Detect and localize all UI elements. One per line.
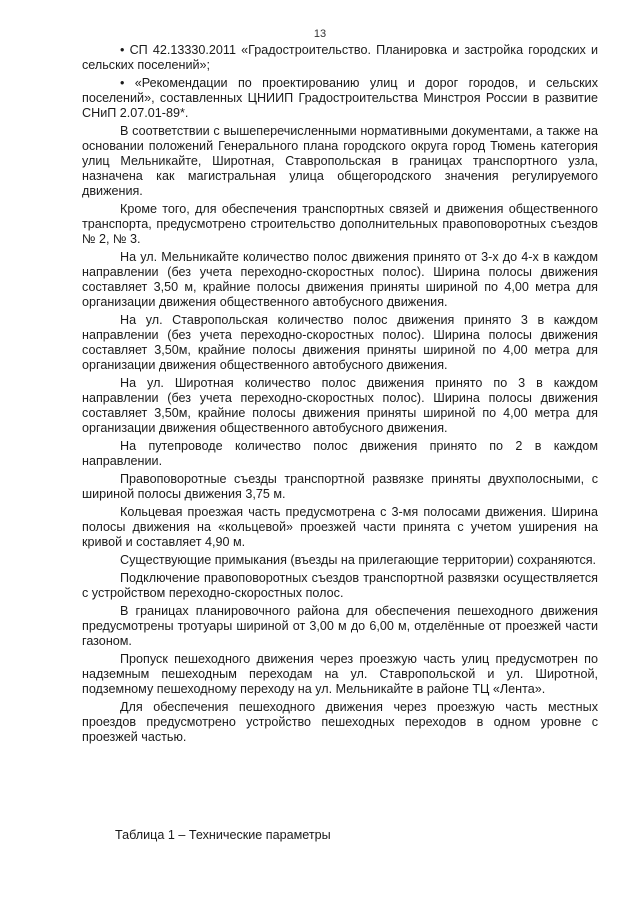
paragraph-shirotnaya: На ул. Широтная количество полос движения принято по 3 в каждом направлении (без учета переходно-скоростных полос). Ширина полосы движения составляет 3,50м, крайние полосы движения приняты шириной по 4,00 метра для организации движения общественного автобусного движения. <box>82 376 598 435</box>
page-number: 13 <box>313 28 327 40</box>
paragraph-pedestrian-crossings: Пропуск пешеходного движения через проезжую часть улиц предусмотрен по надземным пешеходным переходам на ул. Ставропольской и ул. Широтной, подземному пешеходному переходу на ул. Мельникайте в районе ТЦ «Лента». <box>82 652 598 696</box>
paragraph-existing-junctions: Существующие примыкания (въезды на прилегающие территории) сохраняются. <box>120 553 597 567</box>
paragraph-ramp-connection: Подключение правоповоротных съездов транспортной развязки осуществляется с устройством переходно-скоростных полос. <box>82 571 598 600</box>
paragraph-ramps: Кроме того, для обеспечения транспортных связей и движения общественного транспорта, предусмотрено строительство дополнительных правоповоротных съездов № 2, № 3. <box>82 202 598 246</box>
paragraph-local-crossings: Для обеспечения пешеходного движения через проезжую часть местных проездов предусмотрено устройство пешеходных переходов в одном уровне с проезжей частью. <box>82 700 598 744</box>
table-caption: Таблица 1 – Технические параметры <box>115 828 331 842</box>
paragraph-category: В соответствии с вышеперечисленными нормативными документами, а также на основании положений Генерального плана городского округа город Тюмень категория улиц Мельникайте, Широтная, Ставропольская в границах транспортного узла, назначена как магистральная улица общегородского значения регулируемого движения. <box>82 124 598 198</box>
document-body <box>82 43 598 748</box>
paragraph-ring-roadway: Кольцевая проезжая часть предусмотрена с 3-мя полосами движения. Ширина полосы движения на «кольцевой» проезжей части принята с учетом уширения на кривой и составляет 4,90 м. <box>82 505 598 549</box>
paragraph-right-turn-ramps: Правоповоротные съезды транспортной развязке приняты двухполосными, с шириной полосы движения 3,75 м. <box>82 472 598 501</box>
paragraph-stavropolskaya: На ул. Ставропольская количество полос движения принято 3 в каждом направлении (без учета переходно-скоростных полос). Ширина полосы движения составляет 3,50м, крайние полосы движения приняты шириной по 4,00 метра для организации движения общественного автобусного движения. <box>82 313 598 372</box>
paragraph-melnikaite: На ул. Мельникайте количество полос движения принято от 3-х до 4-х в каждом направлении (без учета переходно-скоростных полос). Ширина полосы движения составляет 3,50 м, крайние полосы движения приняты шириной по 4,00 метра для организации движения общественного автобусного движения. <box>82 250 598 309</box>
bullet-item-sp: • СП 42.13330.2011 «Градостроительство. Планировка и застройка городских и сельских поселений»; <box>82 43 598 72</box>
bullet-item-recommendations: • «Рекомендации по проектированию улиц и дорог городов, и сельских поселений», составленных ЦНИИП Градостроительства Минстроя России в развитие СНиП 2.07.01-89*. <box>82 76 598 120</box>
paragraph-sidewalks: В границах планировочного района для обеспечения пешеходного движения предусмотрены тротуары шириной от 3,00 м до 6,00 м, отделённые от проезжей части газоном. <box>82 604 598 648</box>
paragraph-overpass: На путепроводе количество полос движения принято по 2 в каждом направлении. <box>82 439 598 468</box>
